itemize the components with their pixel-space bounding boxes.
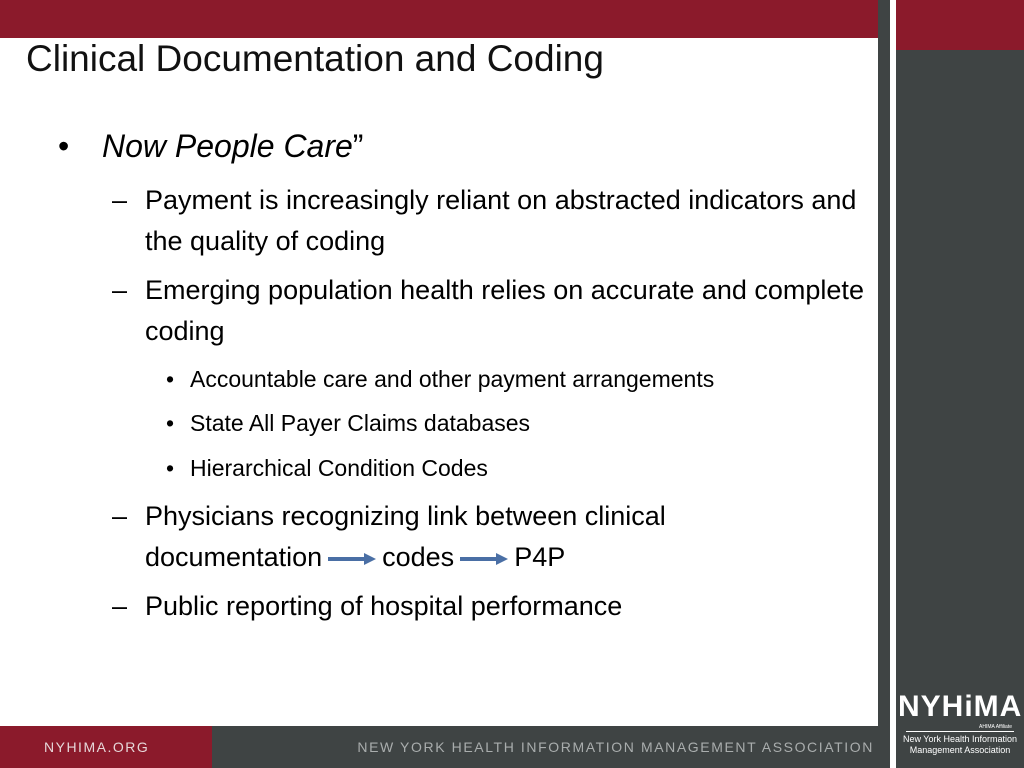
right-arrow-icon [460,552,508,566]
logo-name-line2: Management Association [909,745,1011,755]
footer-website: NYHIMA.ORG [0,726,212,768]
logo-divider [906,731,1014,732]
dash-icon: – [112,501,128,531]
logo-tagline: AHIMA Affiliate [979,724,1012,730]
sub-bullet-text: Public reporting of hospital performance [145,591,623,621]
slide-title: Clinical Documentation and Coding [26,38,604,79]
bullet-italic-text: Now People Care [102,128,353,164]
dash-icon: – [112,591,128,621]
bullet-icon: • [166,366,175,392]
logo-name-line1: New York Health Information [902,734,1018,744]
bullet-quote: ” [352,128,364,164]
sub-bullet-text: Emerging population health relies on accurate and complete coding [145,275,864,346]
documentation-label: documentation [145,542,323,572]
panel-divider [890,0,896,768]
sub-sub-bullet-text: State All Payer Claims databases [190,410,531,436]
logo-mark: NYHiMA [898,690,1023,723]
codes-label: codes [382,542,455,572]
dash-icon: – [112,275,128,305]
right-arrow-icon [328,552,376,566]
footer-organization: NEW YORK HEALTH INFORMATION MANAGEMENT ASSOCIATION [212,726,878,768]
nyhima-logo [898,690,1022,760]
sub-bullet-text: Payment is increasingly reliant on abstracted indicators and the quality of coding [145,185,857,256]
sub-sub-bullet-text: Accountable care and other payment arrangements [190,366,715,392]
p4p-label: P4P [514,542,566,572]
bullet-icon: • [166,410,175,436]
dash-icon: – [112,185,128,215]
bullet-icon: • [166,455,175,481]
sub-bullet-text: Physicians recognizing link between clinical [145,501,666,531]
side-panel [878,0,1024,768]
top-banner-right [896,0,1024,50]
bullet-icon: • [58,128,70,164]
sub-sub-bullet-text: Hierarchical Condition Codes [190,455,488,481]
